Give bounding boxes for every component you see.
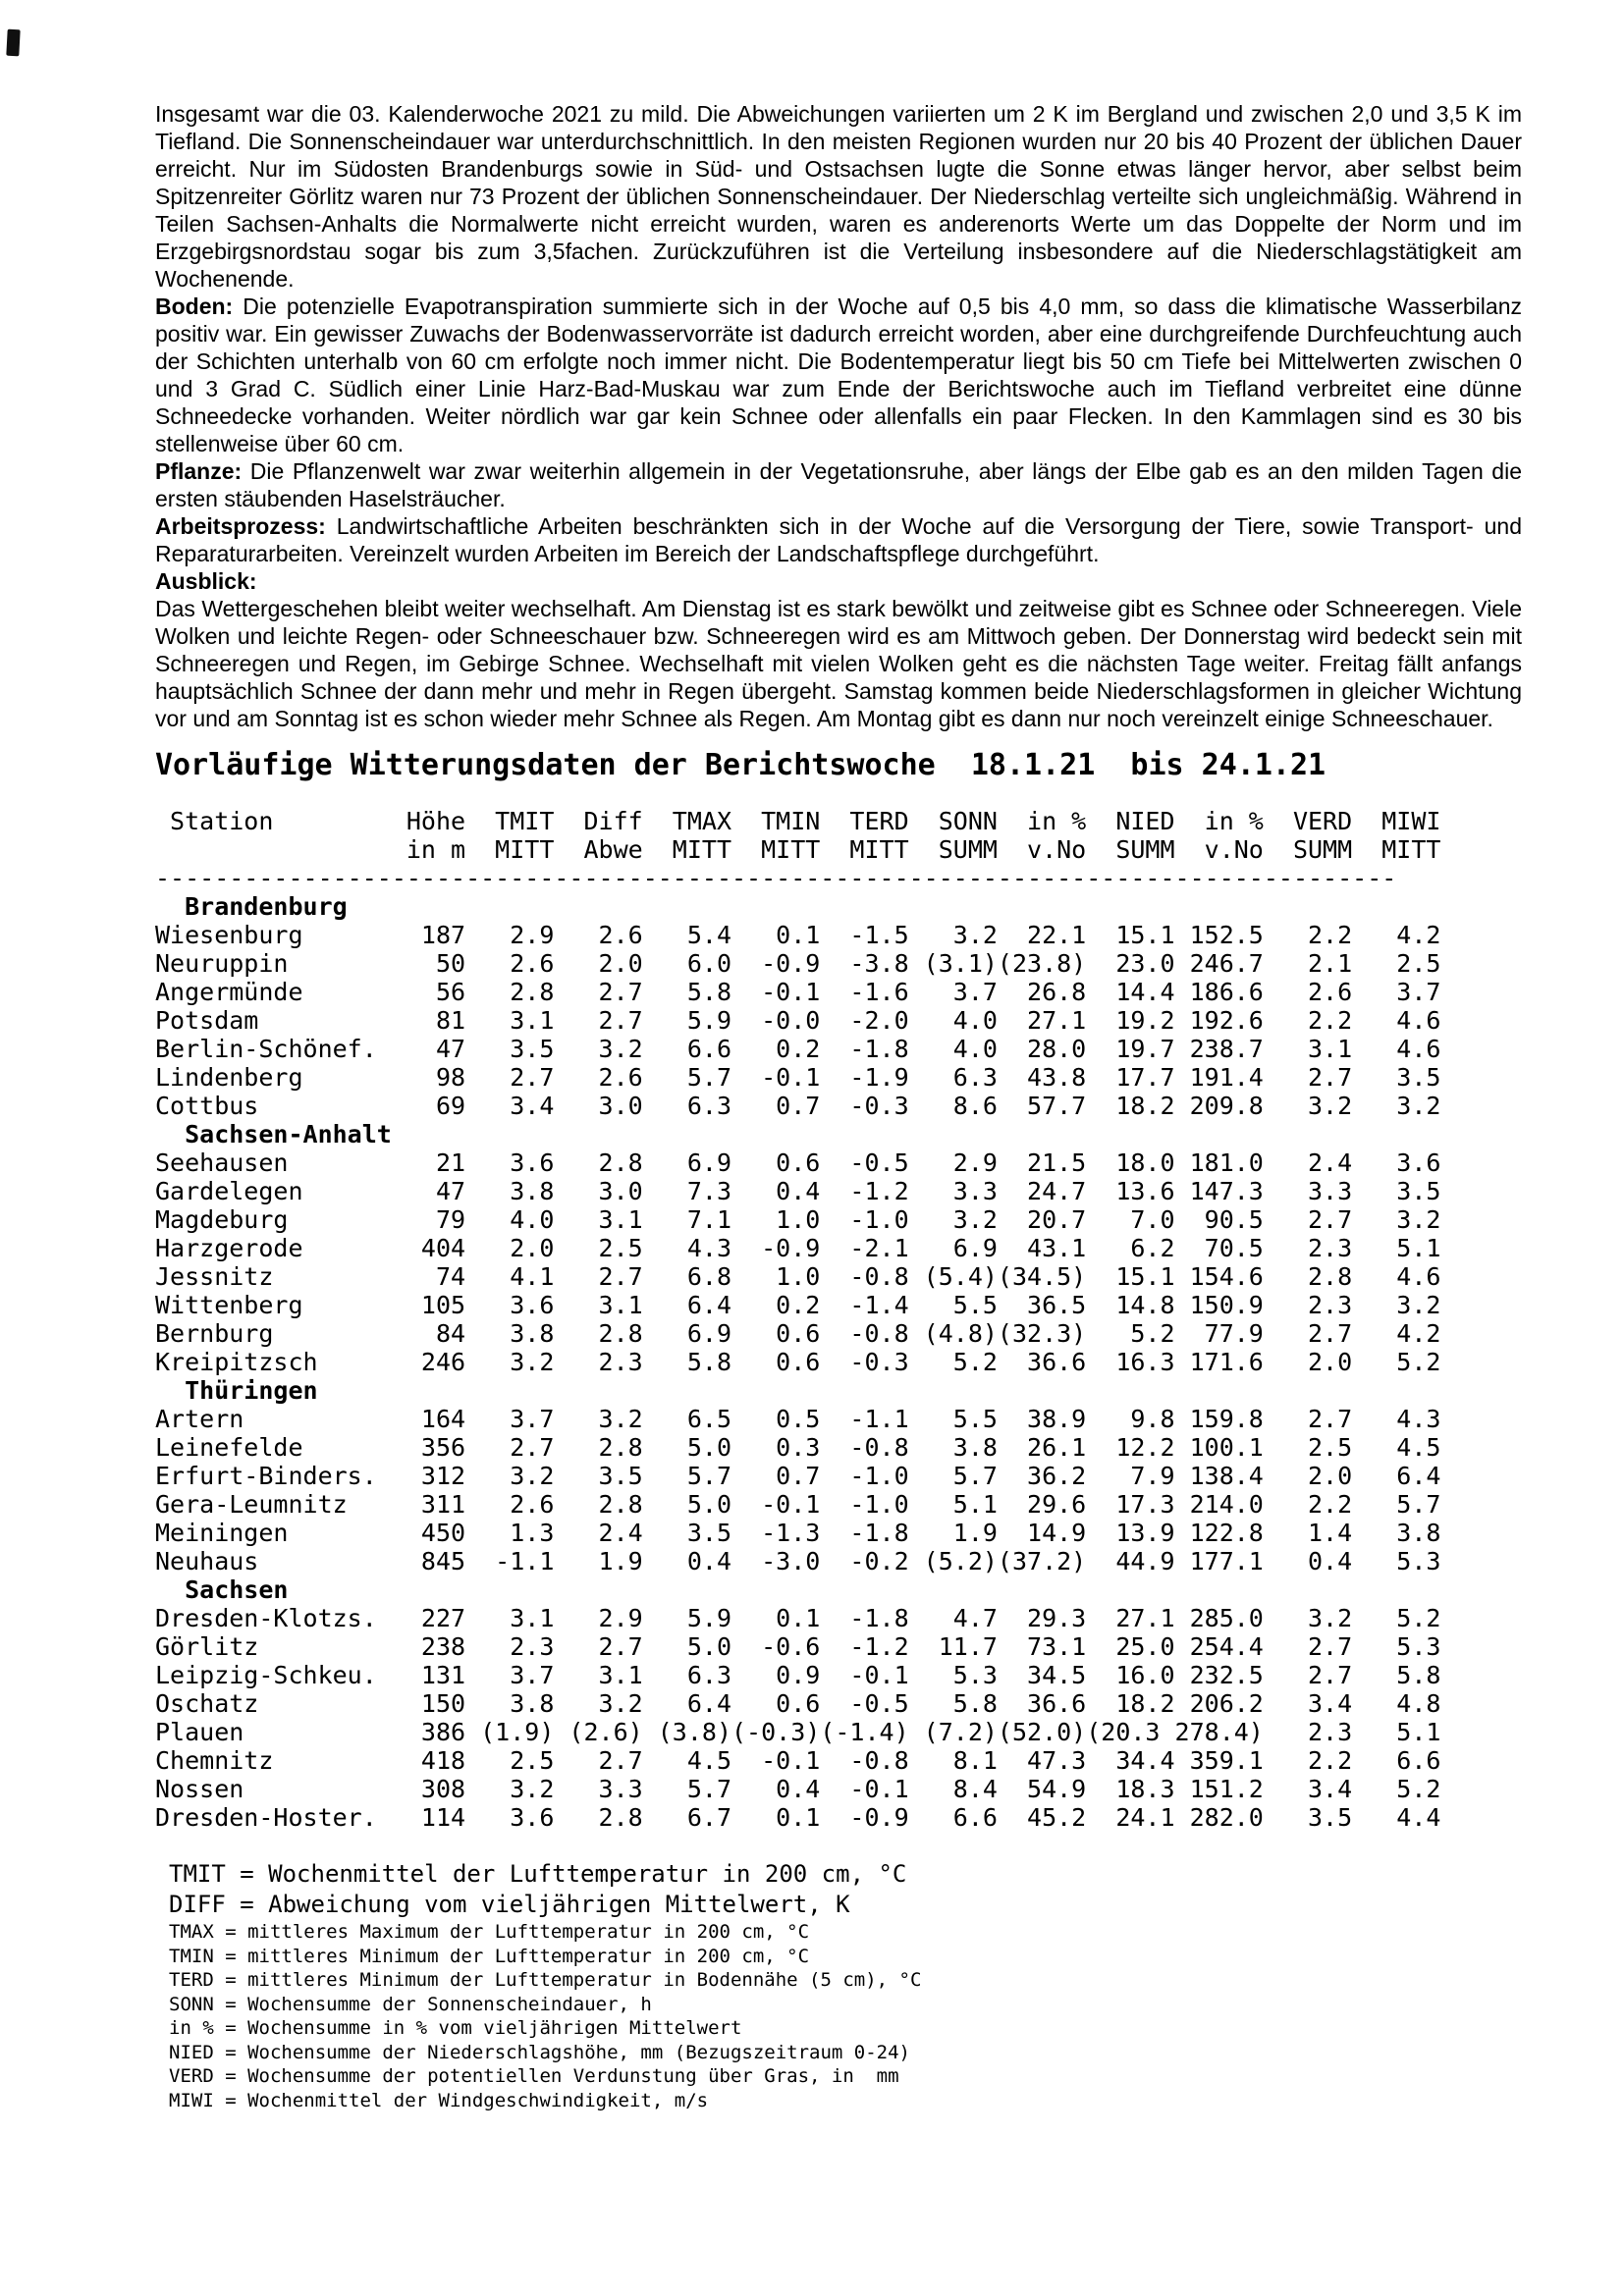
weather-table — [155, 807, 1522, 1832]
table-row: Kreipitzsch 246 3.2 2.3 5.8 0.6 -0.3 5.2 36.6 16.3 171.6 2.0 5.2 — [155, 1348, 1441, 1376]
table-row: Gardelegen 47 3.8 3.0 7.3 0.4 -1.2 3.3 24.7 13.6 147.3 3.3 3.5 — [155, 1177, 1441, 1205]
scan-artifact — [6, 29, 20, 57]
table-row: Neuhaus 845 -1.1 1.9 0.4 -3.0 -0.2 (5.2)(37.2) 44.9 177.1 0.4 5.3 — [155, 1547, 1441, 1575]
table-section-heading: Brandenburg — [155, 892, 348, 921]
paragraph-ausblick-heading — [155, 567, 1522, 595]
table-row: Nossen 308 3.2 3.3 5.7 0.4 -0.1 8.4 54.9 18.3 151.2 3.4 5.2 — [155, 1775, 1441, 1803]
paragraph-lead: Pflanze: — [155, 458, 243, 484]
paragraph-overview — [155, 100, 1522, 293]
paragraph-ausblick — [155, 595, 1522, 732]
table-section-heading: Sachsen — [155, 1575, 289, 1604]
paragraph-text: Insgesamt war die 03. Kalenderwoche 2021 zu mild. Die Abweichungen variierten um 2 K im Bergland und zwischen 2,0 und 3,5 K im Tiefland. Die Sonnenscheindauer war unterdurchschnittlich. In den meisten Regionen wurden nur 20 bis 40 Prozent der üblichen Dauer erreicht. Nur im Südosten Brandenburgs sowie in Süd- und Ostsachsen lugte die Sonne etwas länger hervor, aber selbst beim Spitzenreiter Görlitz waren nur 73 Prozent der üblichen Sonnenscheindauer. Der Niederschlag verteilte sich ungleichmäßig. Während in Teilen Sachsen-Anhalts die Normalwerte nicht erreicht wurden, waren es anderenorts Werte um das Doppelte der Norm und im Erzgebirgsnordstau sogar bis zum 3,5fachen. Zurückzuführen ist die Verteilung insbesondere auf die Niederschlagstätigkeit am Wochenende. — [155, 101, 1522, 292]
paragraph-text: Die potenzielle Evapotranspiration summierte sich in der Woche auf 0,5 bis 4,0 mm, so dass die klimatische Wasserbilanz positiv war. Ein gewisser Zuwachs der Bodenwasservorräte ist dadurch erreicht worden, aber eine durchgreifende Durchfeuchtung auch der Schichten unterhalb von 60 cm erfolgte noch immer nicht. Die Bodentemperatur liegt bis 50 cm Tiefe bei Mittelwerten zwischen 0 und 3 Grad C. Südlich einer Linie Harz-Bad-Muskau war zum Ende der Berichtswoche auch im Tiefland verbreitet eine dünne Schneedecke vorhanden. Weiter nördlich war gar kein Schnee oder allenfalls ein paar Flecken. In den Kammlagen sind es 30 bis stellenweise über 60 cm. — [155, 294, 1522, 456]
legend — [155, 1859, 1522, 2112]
legend-line: TMIT = Wochenmittel der Lufttemperatur in 200 cm, °C — [169, 1860, 907, 1888]
table-row: Wittenberg 105 3.6 3.1 6.4 0.2 -1.4 5.5 36.5 14.8 150.9 2.3 3.2 — [155, 1291, 1441, 1319]
table-section-heading: Sachsen-Anhalt — [155, 1120, 392, 1148]
table-separator: ------------------------------------------------------------------------------------ — [155, 864, 1397, 892]
paragraph-boden — [155, 293, 1522, 457]
legend-line: TMAX = mittleres Maximum der Lufttemperatur in 200 cm, °C — [169, 1921, 810, 1943]
paragraph-text: Das Wettergeschehen bleibt weiter wechselhaft. Am Dienstag ist es stark bewölkt und zeitweise gibt es Schnee oder Schneeregen. Viele Wolken und leichte Regen- oder Schneeschauer bzw. Schneeregen wird es am Mittwoch geben. Der Donnerstag wird bedeckt sein mit Schneeregen und Regen, im Gebirge Schnee. Wechselhaft mit vielen Wolken geht es die nächsten Tage weiter. Freitag fällt anfangs hauptsächlich Schnee der dann mehr und mehr in Regen übergeht. Samstag kommen beide Niederschlagsformen in gleicher Wichtung vor und am Sonntag ist es schon wieder mehr Schnee als Regen. Am Montag gibt es dann nur noch vereinzelt einige Schneeschauer. — [155, 596, 1522, 731]
table-row: Magdeburg 79 4.0 3.1 7.1 1.0 -1.0 3.2 20.7 7.0 90.5 2.7 3.2 — [155, 1205, 1441, 1234]
table-row: Jessnitz 74 4.1 2.7 6.8 1.0 -0.8 (5.4)(34.5) 15.1 154.6 2.8 4.6 — [155, 1262, 1441, 1291]
legend-line: MIWI = Wochenmittel der Windgeschwindigkeit, m/s — [169, 2089, 709, 2111]
table-row: Leinefelde 356 2.7 2.8 5.0 0.3 -0.8 3.8 26.1 12.2 100.1 2.5 4.5 — [155, 1433, 1441, 1462]
legend-line: DIFF = Abweichung vom vieljährigen Mittelwert, K — [169, 1891, 850, 1918]
legend-line: VERD = Wochensumme der potentiellen Verdunstung über Gras, in mm — [169, 2065, 899, 2087]
paragraph-text: Landwirtschaftliche Arbeiten beschränkten sich in der Woche auf die Versorgung der Tiere, sowie Transport- und Reparaturarbeiten. Vereinzelt wurden Arbeiten im Bereich der Landschaftspflege durchgeführt. — [155, 513, 1522, 566]
legend-line: in % = Wochensumme in % vom vieljährigen Mittelwert — [169, 2017, 742, 2039]
table-row: Lindenberg 98 2.7 2.6 5.7 -0.1 -1.9 6.3 43.8 17.7 191.4 2.7 3.5 — [155, 1063, 1441, 1092]
table-title: Vorläufige Witterungsdaten der Berichtswoche 18.1.21 bis 24.1.21 — [155, 748, 1326, 782]
table-row: Berlin-Schönef. 47 3.5 3.2 6.6 0.2 -1.8 4.0 28.0 19.7 238.7 3.1 4.6 — [155, 1035, 1441, 1063]
table-header-row: in m MITT Abwe MITT MITT MITT SUMM v.No SUMM v.No SUMM MITT — [155, 835, 1441, 864]
table-header-row: Station Höhe TMIT Diff TMAX TMIN TERD SONN in % NIED in % VERD MIWI — [155, 807, 1441, 835]
paragraph-pflanze — [155, 457, 1522, 512]
paragraph-text: Die Pflanzenwelt war zwar weiterhin allgemein in der Vegetationsruhe, aber längs der Elbe gab es an den milden Tagen die ersten stäubenden Haselsträucher. — [155, 458, 1522, 511]
legend-small — [169, 1920, 1522, 2112]
table-section-heading: Thüringen — [155, 1376, 318, 1405]
table-row: Wiesenburg 187 2.9 2.6 5.4 0.1 -1.5 3.2 22.1 15.1 152.5 2.2 4.2 — [155, 921, 1441, 949]
table-row: Dresden-Klotzs. 227 3.1 2.9 5.9 0.1 -1.8 4.7 29.3 27.1 285.0 3.2 5.2 — [155, 1604, 1441, 1632]
paragraph-lead: Arbeitsprozess: — [155, 513, 326, 539]
table-row: Potsdam 81 3.1 2.7 5.9 -0.0 -2.0 4.0 27.1 19.2 192.6 2.2 4.6 — [155, 1006, 1441, 1035]
table-row: Görlitz 238 2.3 2.7 5.0 -0.6 -1.2 11.7 73.1 25.0 254.4 2.7 5.3 — [155, 1632, 1441, 1661]
table-row: Leipzig-Schkeu. 131 3.7 3.1 6.3 0.9 -0.1 5.3 34.5 16.0 232.5 2.7 5.8 — [155, 1661, 1441, 1689]
legend-line: SONN = Wochensumme der Sonnenscheindauer, h — [169, 1993, 652, 2015]
legend-line: TERD = mittleres Minimum der Lufttemperatur in Bodennähe (5 cm), °C — [169, 1969, 922, 1991]
table-row: Erfurt-Binders. 312 3.2 3.5 5.7 0.7 -1.0 5.7 36.2 7.9 138.4 2.0 6.4 — [155, 1462, 1441, 1490]
table-row: Gera-Leumnitz 311 2.6 2.8 5.0 -0.1 -1.0 5.1 29.6 17.3 214.0 2.2 5.7 — [155, 1490, 1441, 1519]
table-row: Chemnitz 418 2.5 2.7 4.5 -0.1 -0.8 8.1 47.3 34.4 359.1 2.2 6.6 — [155, 1746, 1441, 1775]
legend-line: NIED = Wochensumme der Niederschlagshöhe, mm (Bezugszeitraum 0-24) — [169, 2041, 910, 2063]
table-row: Cottbus 69 3.4 3.0 6.3 0.7 -0.3 8.6 57.7 18.2 209.8 3.2 3.2 — [155, 1092, 1441, 1120]
table-row: Plauen 386 (1.9) (2.6) (3.8)(-0.3)(-1.4) (7.2)(52.0)(20.3 278.4) 2.3 5.1 — [155, 1718, 1441, 1746]
table-row: Meiningen 450 1.3 2.4 3.5 -1.3 -1.8 1.9 14.9 13.9 122.8 1.4 3.8 — [155, 1519, 1441, 1547]
paragraph-arbeitsprozess — [155, 512, 1522, 567]
table-row: Seehausen 21 3.6 2.8 6.9 0.6 -0.5 2.9 21.5 18.0 181.0 2.4 3.6 — [155, 1148, 1441, 1177]
table-row: Harzgerode 404 2.0 2.5 4.3 -0.9 -2.1 6.9 43.1 6.2 70.5 2.3 5.1 — [155, 1234, 1441, 1262]
table-row: Bernburg 84 3.8 2.8 6.9 0.6 -0.8 (4.8)(32.3) 5.2 77.9 2.7 4.2 — [155, 1319, 1441, 1348]
paragraph-lead: Ausblick: — [155, 568, 257, 594]
paragraph-lead: Boden: — [155, 294, 234, 319]
report-text — [155, 100, 1522, 732]
table-row: Dresden-Hoster. 114 3.6 2.8 6.7 0.1 -0.9 6.6 45.2 24.1 282.0 3.5 4.4 — [155, 1803, 1441, 1832]
table-row: Artern 164 3.7 3.2 6.5 0.5 -1.1 5.5 38.9 9.8 159.8 2.7 4.3 — [155, 1405, 1441, 1433]
table-row: Angermünde 56 2.8 2.7 5.8 -0.1 -1.6 3.7 26.8 14.4 186.6 2.6 3.7 — [155, 978, 1441, 1006]
legend-line: TMIN = mittleres Minimum der Lufttemperatur in 200 cm, °C — [169, 1945, 810, 1967]
table-row: Neuruppin 50 2.6 2.0 6.0 -0.9 -3.8 (3.1)(23.8) 23.0 246.7 2.1 2.5 — [155, 949, 1441, 978]
legend-large — [169, 1859, 1522, 1920]
table-row: Oschatz 150 3.8 3.2 6.4 0.6 -0.5 5.8 36.6 18.2 206.2 3.4 4.8 — [155, 1689, 1441, 1718]
